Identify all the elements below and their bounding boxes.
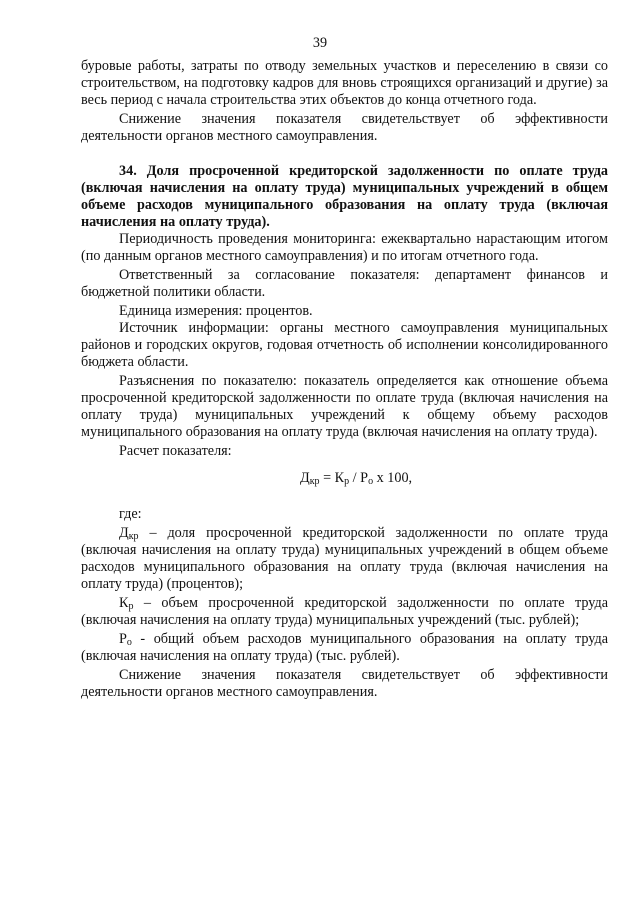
formula-d-sub: кр bbox=[309, 476, 320, 487]
def-text-d: – доля просроченной кредиторской задолженности по оплате труда (включая начисления на оплату труда) муниципальных учреждений в общем объеме расходов муниципального образования на оплату труда (включая начисления на оплату труда) (процентов); bbox=[81, 525, 608, 592]
paragraph-source: Источник информации: органы местного самоуправления муниципальных районов и городских округов, годовая отчетность об исполнении консолидированного бюджета области. bbox=[81, 320, 608, 370]
definition-po bbox=[81, 631, 608, 665]
definition-dkr bbox=[81, 525, 608, 593]
formula-k-sub: р bbox=[344, 476, 350, 487]
paragraph-periodicity: Периодичность проведения мониторинга: ежеквартально нарастающим итогом (по данным органов местного самоуправления) и по итогам отчетного года. bbox=[81, 231, 608, 264]
definition-kr bbox=[81, 595, 608, 629]
paragraph-conclusion: Снижение значения показателя свидетельствует об эффективности деятельности органов местного самоуправления. bbox=[81, 111, 608, 144]
paragraph-unit: Единица измерения: процентов. bbox=[119, 303, 313, 319]
def-symbol-k-sub: р bbox=[128, 601, 134, 612]
paragraph-calculation: Расчет показателя: bbox=[119, 443, 232, 459]
document-body bbox=[81, 58, 608, 701]
formula-p-sub: о bbox=[368, 476, 374, 487]
paragraph-final-conclusion: Снижение значения показателя свидетельствует об эффективности деятельности органов местного самоуправления. bbox=[81, 667, 608, 700]
page-number: 39 bbox=[312, 35, 328, 51]
def-symbol-p: Р bbox=[119, 631, 127, 647]
def-text-k: – объем просроченной кредиторской задолженности по оплате труда (включая начисления на оплату труда) муниципальных учреждений (тыс. рублей); bbox=[81, 595, 608, 628]
paragraph-explanation: Разъяснения по показателю: показатель определяется как отношение объема просроченной кредиторской задолженности по оплате труда (включая начисления на оплату труда) муниципальных учреждений к общему объему расходов муниципального образования на оплату труда (включая начисления на оплату труда). bbox=[81, 373, 608, 440]
def-symbol-p-sub: о bbox=[126, 637, 132, 648]
formula-eq: = bbox=[319, 470, 335, 486]
paragraph-where: где: bbox=[119, 506, 142, 522]
section-heading: 34. Доля просроченной кредиторской задолженности по оплате труда (включая начисления на оплату труда) муниципальных учреждений в общем объеме расходов муниципального образования на оплату труда (включая начисления на оплату труда). bbox=[81, 163, 608, 230]
def-symbol-k: К bbox=[119, 595, 129, 611]
def-symbol-d-sub: кр bbox=[128, 531, 139, 542]
formula-k: К bbox=[334, 470, 345, 486]
paragraph-responsible: Ответственный за согласование показателя: департамент финансов и бюджетной политики области. bbox=[81, 267, 608, 300]
formula-d: Д bbox=[300, 470, 310, 486]
formula-div: / bbox=[349, 470, 361, 486]
def-symbol-d: Д bbox=[119, 525, 129, 541]
formula-tail: х 100, bbox=[373, 470, 413, 486]
formula-p: Р bbox=[360, 470, 369, 486]
def-text-p: - общий объем расходов муниципального образования на оплату труда (включая начисления на оплату труда) (тыс. рублей). bbox=[81, 631, 608, 664]
paragraph-continuation: буровые работы, затраты по отводу земельных участков и переселению в связи со строительством, на подготовку кадров для вновь строящихся организаций и другие) за весь период с начала строительства этих объектов до конца отчетного года. bbox=[81, 58, 608, 108]
formula bbox=[300, 470, 608, 487]
